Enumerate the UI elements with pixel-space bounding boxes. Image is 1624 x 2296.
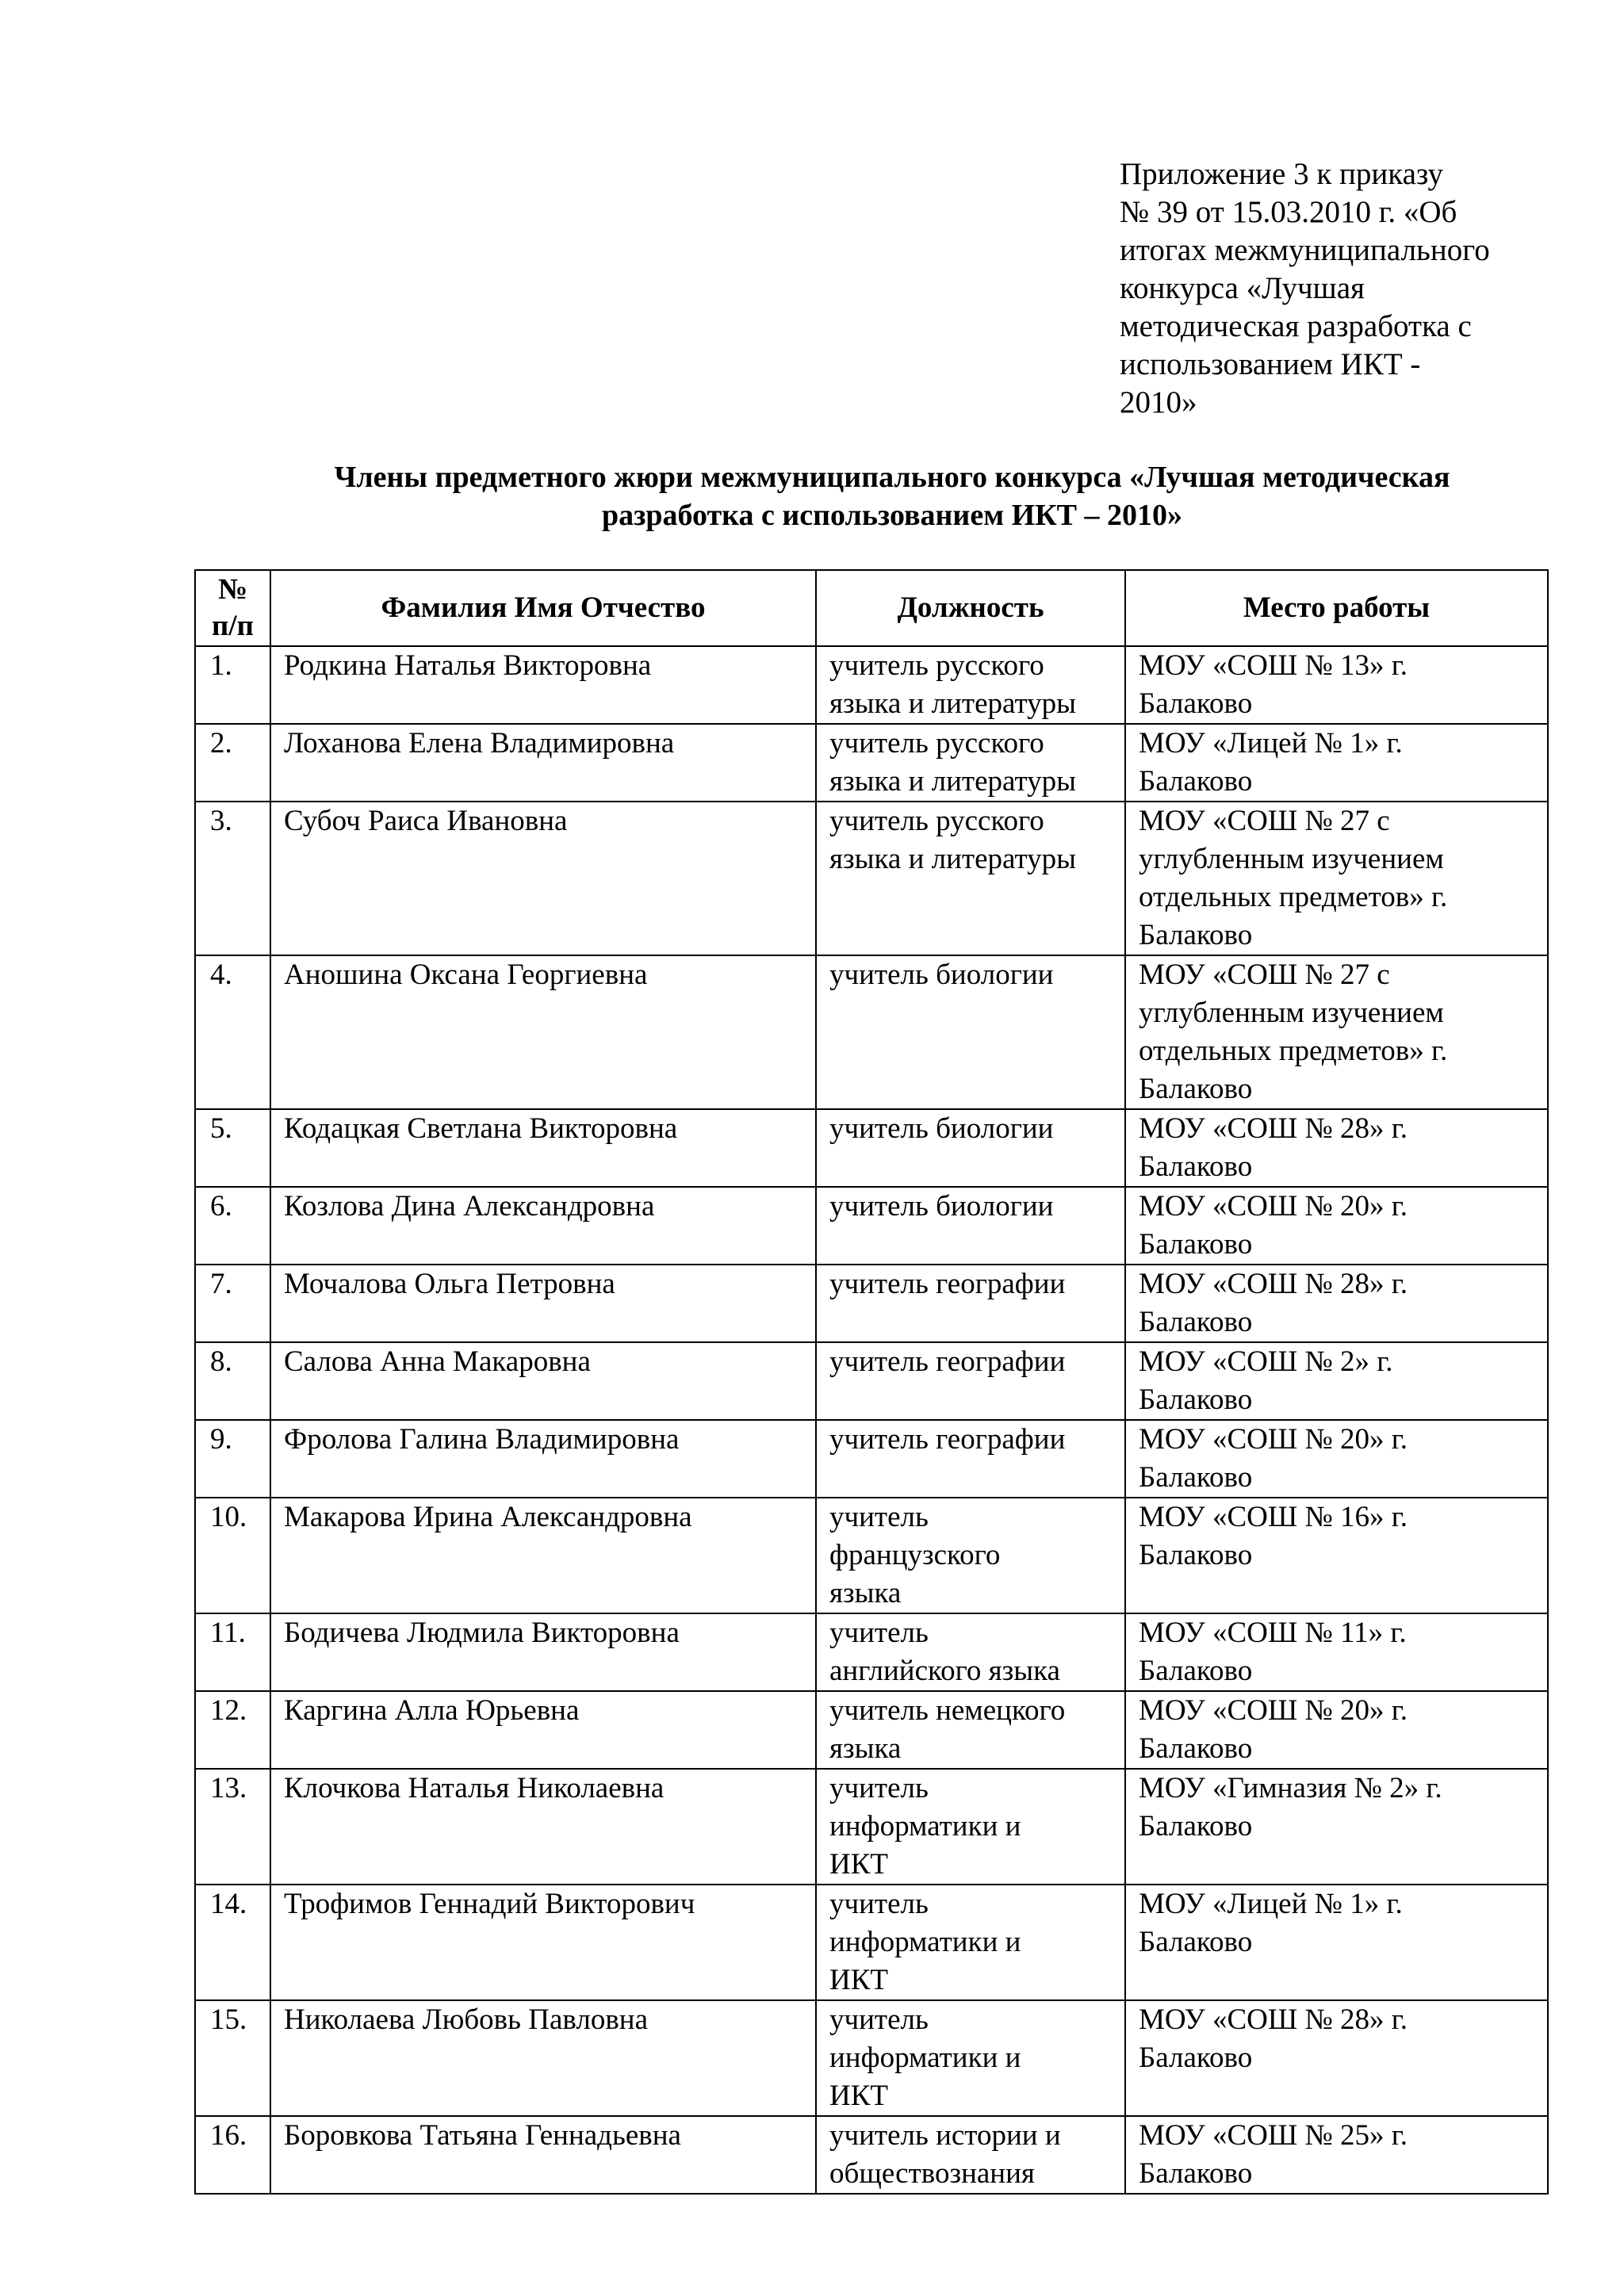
annex-line: итогах межмуниципального (1120, 233, 1490, 267)
row-number: 9. (195, 1420, 270, 1498)
row-number: 1. (195, 646, 270, 724)
workplace-line: Балаково (1139, 1810, 1253, 1843)
annex-line: использованием ИКТ - (1120, 347, 1421, 381)
member-name: Боровкова Татьяна Геннадьевна (270, 2116, 816, 2194)
member-position (816, 1885, 1125, 2000)
member-position (816, 955, 1125, 1109)
row-number: 10. (195, 1498, 270, 1613)
member-position (816, 1613, 1125, 1691)
header-workplace: Место работы (1125, 570, 1548, 646)
workplace-line: МОУ «Лицей № 1» г. (1139, 1888, 1403, 1920)
member-name: Салова Анна Макаровна (270, 1342, 816, 1420)
workplace-line: углубленным изучением (1139, 997, 1444, 1029)
member-workplace (1125, 802, 1548, 955)
header-name: Фамилия Имя Отчество (270, 570, 816, 646)
member-position (816, 646, 1125, 724)
table-row (195, 724, 1548, 802)
row-number: 8. (195, 1342, 270, 1420)
row-number: 13. (195, 1769, 270, 1885)
table-row (195, 1187, 1548, 1265)
member-workplace (1125, 1691, 1548, 1769)
member-workplace (1125, 1187, 1548, 1265)
member-workplace (1125, 1498, 1548, 1613)
workplace-line: МОУ «СОШ № 27 с (1139, 805, 1390, 837)
position-line: ИКТ (829, 1964, 888, 1996)
row-number: 15. (195, 2000, 270, 2116)
workplace-line: Балаково (1139, 919, 1253, 951)
workplace-line: МОУ «СОШ № 2» г. (1139, 1345, 1393, 1378)
title-line-2: разработка с использованием ИКТ – 2010» (601, 499, 1183, 532)
member-name: Лоханова Елена Владимировна (270, 724, 816, 802)
table-row (195, 1691, 1548, 1769)
position-line: английского языка (829, 1655, 1060, 1687)
workplace-line: отдельных предметов» г. (1139, 881, 1448, 913)
member-workplace (1125, 1885, 1548, 2000)
member-name: Николаева Любовь Павловна (270, 2000, 816, 2116)
position-line: ИКТ (829, 1848, 888, 1881)
header-position: Должность (816, 570, 1125, 646)
table-row (195, 2116, 1548, 2194)
header-number (195, 570, 270, 646)
annex-note (1120, 155, 1532, 422)
member-workplace (1125, 1109, 1548, 1187)
row-number: 4. (195, 955, 270, 1109)
row-number: 14. (195, 1885, 270, 2000)
member-workplace (1125, 1342, 1548, 1420)
member-position (816, 724, 1125, 802)
jury-table (194, 569, 1549, 2195)
position-line: информатики и (829, 2042, 1021, 2074)
table-row (195, 1265, 1548, 1342)
workplace-line: МОУ «СОШ № 28» г. (1139, 1268, 1408, 1300)
row-number: 7. (195, 1265, 270, 1342)
position-line: информатики и (829, 1810, 1021, 1843)
position-line: обществознания (829, 2157, 1035, 2190)
workplace-line: МОУ «СОШ № 28» г. (1139, 1112, 1408, 1145)
position-line: учитель биологии (829, 1112, 1054, 1145)
member-name: Фролова Галина Владимировна (270, 1420, 816, 1498)
position-line: языка и литературы (829, 687, 1076, 720)
member-name: Бодичева Людмила Викторовна (270, 1613, 816, 1691)
row-number: 2. (195, 724, 270, 802)
position-line: учитель (829, 2003, 929, 2036)
member-position (816, 1420, 1125, 1498)
position-line: учитель географии (829, 1345, 1066, 1378)
table-row (195, 1109, 1548, 1187)
workplace-line: Балаково (1139, 1383, 1253, 1416)
position-line: учитель немецкого (829, 1694, 1066, 1727)
workplace-line: углубленным изучением (1139, 843, 1444, 875)
table-row (195, 1342, 1548, 1420)
table-row (195, 646, 1548, 724)
position-line: учитель (829, 1501, 929, 1533)
member-name: Козлова Дина Александровна (270, 1187, 816, 1265)
position-line: языка (829, 1732, 902, 1765)
workplace-line: МОУ «Лицей № 1» г. (1139, 727, 1403, 760)
position-line: учитель биологии (829, 959, 1054, 991)
member-position (816, 1342, 1125, 1420)
table-row (195, 2000, 1548, 2116)
workplace-line: МОУ «Гимназия № 2» г. (1139, 1772, 1442, 1804)
member-position (816, 2116, 1125, 2194)
member-name: Субоч Раиса Ивановна (270, 802, 816, 955)
member-position (816, 1187, 1125, 1265)
workplace-line: Балаково (1139, 2042, 1253, 2074)
member-workplace (1125, 646, 1548, 724)
workplace-line: МОУ «СОШ № 13» г. (1139, 649, 1408, 682)
document-title (182, 458, 1602, 534)
workplace-line: Балаково (1139, 687, 1253, 720)
row-number: 11. (195, 1613, 270, 1691)
position-line: учитель географии (829, 1423, 1066, 1456)
position-line: языка и литературы (829, 765, 1076, 798)
position-line: языка (829, 1577, 902, 1609)
position-line: ИКТ (829, 2080, 888, 2112)
position-line: информатики и (829, 1926, 1021, 1958)
position-line: языка и литературы (829, 843, 1076, 875)
position-line: учитель биологии (829, 1190, 1054, 1223)
workplace-line: МОУ «СОШ № 20» г. (1139, 1694, 1408, 1727)
workplace-line: Балаково (1139, 1655, 1253, 1687)
member-name: Аношина Оксана Георгиевна (270, 955, 816, 1109)
member-name: Клочкова Наталья Николаевна (270, 1769, 816, 1885)
workplace-line: Балаково (1139, 1732, 1253, 1765)
workplace-line: Балаково (1139, 1539, 1253, 1571)
position-line: учитель русского (829, 805, 1044, 837)
member-workplace (1125, 724, 1548, 802)
row-number: 12. (195, 1691, 270, 1769)
member-position (816, 802, 1125, 955)
table-row (195, 955, 1548, 1109)
workplace-line: МОУ «СОШ № 16» г. (1139, 1501, 1408, 1533)
workplace-line: Балаково (1139, 1228, 1253, 1261)
member-name: Макарова Ирина Александровна (270, 1498, 816, 1613)
member-position (816, 2000, 1125, 2116)
member-workplace (1125, 955, 1548, 1109)
member-name: Каргина Алла Юрьевна (270, 1691, 816, 1769)
member-workplace (1125, 2000, 1548, 2116)
table-row (195, 1885, 1548, 2000)
member-position (816, 1265, 1125, 1342)
annex-line: № 39 от 15.03.2010 г. «Об (1120, 195, 1457, 229)
table-row (195, 802, 1548, 955)
member-name: Трофимов Геннадий Викторович (270, 1885, 816, 2000)
workplace-line: МОУ «СОШ № 20» г. (1139, 1423, 1408, 1456)
title-line-1: Члены предметного жюри межмуниципального конкурса «Лучшая методическая (334, 461, 1450, 494)
position-line: учитель истории и (829, 2119, 1061, 2152)
member-name: Кодацкая Светлана Викторовна (270, 1109, 816, 1187)
annex-line: Приложение 3 к приказу (1120, 157, 1444, 191)
position-line: французского (829, 1539, 1001, 1571)
workplace-line: МОУ «СОШ № 25» г. (1139, 2119, 1408, 2152)
member-workplace (1125, 1769, 1548, 1885)
table-row (195, 1498, 1548, 1613)
workplace-line: Балаково (1139, 1926, 1253, 1958)
member-position (816, 1769, 1125, 1885)
workplace-line: Балаково (1139, 765, 1253, 798)
position-line: учитель (829, 1617, 929, 1649)
header-number-line-2: п/п (212, 610, 254, 642)
member-name: Мочалова Ольга Петровна (270, 1265, 816, 1342)
header-number-line-1: № (217, 573, 248, 606)
workplace-line: Балаково (1139, 2157, 1253, 2190)
table-row (195, 1769, 1548, 1885)
row-number: 16. (195, 2116, 270, 2194)
workplace-line: Балаково (1139, 1461, 1253, 1494)
workplace-line: МОУ «СОШ № 20» г. (1139, 1190, 1408, 1223)
member-position (816, 1109, 1125, 1187)
annex-line: конкурса «Лучшая (1120, 271, 1365, 305)
row-number: 5. (195, 1109, 270, 1187)
workplace-line: МОУ «СОШ № 11» г. (1139, 1617, 1407, 1649)
annex-line: 2010» (1120, 385, 1197, 419)
annex-line: методическая разработка с (1120, 309, 1472, 343)
position-line: учитель (829, 1772, 929, 1804)
workplace-line: Балаково (1139, 1150, 1253, 1183)
workplace-line: Балаково (1139, 1306, 1253, 1338)
member-workplace (1125, 2116, 1548, 2194)
member-name: Родкина Наталья Викторовна (270, 646, 816, 724)
workplace-line: МОУ «СОШ № 27 с (1139, 959, 1390, 991)
member-workplace (1125, 1265, 1548, 1342)
table-header-row (195, 570, 1548, 646)
workplace-line: МОУ «СОШ № 28» г. (1139, 2003, 1408, 2036)
table-body (195, 646, 1548, 2194)
member-position (816, 1498, 1125, 1613)
member-workplace (1125, 1613, 1548, 1691)
position-line: учитель географии (829, 1268, 1066, 1300)
position-line: учитель (829, 1888, 929, 1920)
position-line: учитель русского (829, 649, 1044, 682)
table-row (195, 1420, 1548, 1498)
workplace-line: отдельных предметов» г. (1139, 1035, 1448, 1067)
row-number: 6. (195, 1187, 270, 1265)
member-position (816, 1691, 1125, 1769)
workplace-line: Балаково (1139, 1073, 1253, 1105)
row-number: 3. (195, 802, 270, 955)
position-line: учитель русского (829, 727, 1044, 760)
table-row (195, 1613, 1548, 1691)
member-workplace (1125, 1420, 1548, 1498)
